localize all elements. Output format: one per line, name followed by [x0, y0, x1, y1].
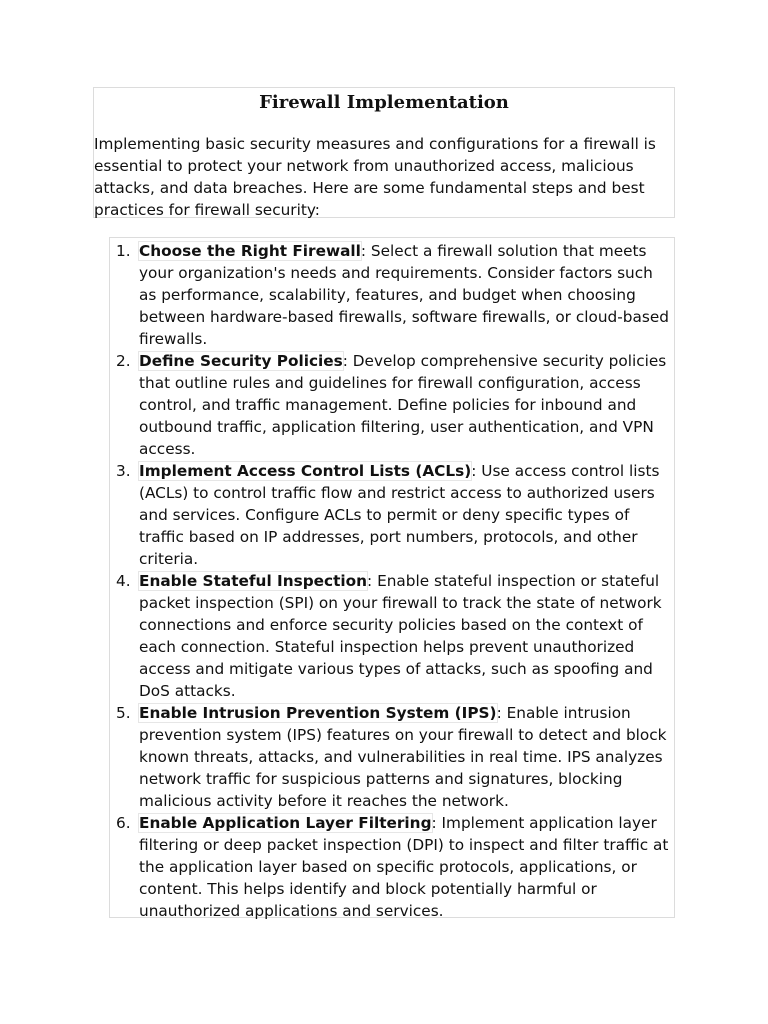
- step-number: 6.: [116, 814, 131, 832]
- step-text: : Select a firewall solution that meets your organization's needs and requirements. Consider factors such as performance, scalability, features, and budget when choosing between hardware-based firewalls, software firewalls, or cloud-based firewalls.: [139, 242, 669, 348]
- step-number: 3.: [116, 462, 131, 480]
- step-number: 2.: [116, 352, 131, 370]
- step-number: 4.: [116, 572, 131, 590]
- step-title: Choose the Right Firewall: [139, 242, 361, 260]
- list-item: [110, 350, 674, 460]
- step-text: : Implement application layer filtering or deep packet inspection (DPI) to inspect and filter traffic at the application layer based on specific protocols, applications, or content. This helps identify and block potentially harmful or unauthorized applications and services.: [139, 814, 669, 920]
- step-title: Enable Intrusion Prevention System (IPS): [139, 704, 497, 722]
- list-item: [110, 460, 674, 570]
- steps-section: [109, 237, 675, 918]
- step-title: Implement Access Control Lists (ACLs): [139, 462, 472, 480]
- steps-list: [110, 240, 674, 922]
- list-item: [110, 240, 674, 350]
- intro-section: [93, 87, 675, 218]
- step-text: : Enable intrusion prevention system (IPS) features on your firewall to detect and block known threats, attacks, and vulnerabilities in real time. IPS analyzes network traffic for suspicious patterns and signatures, blocking malicious activity before it reaches the network.: [139, 704, 667, 810]
- step-title: Enable Stateful Inspection: [139, 572, 368, 590]
- step-number: 1.: [116, 242, 131, 260]
- step-text: : Develop comprehensive security policies that outline rules and guidelines for firewall configuration, access control, and traffic management. Define policies for inbound and outbound traffic, application filtering, user authentication, and VPN access.: [139, 352, 667, 458]
- step-text: : Use access control lists (ACLs) to control traffic flow and restrict access to authorized users and services. Configure ACLs to permit or deny specific types of traffic based on IP addresses, port numbers, protocols, and other criteria.: [139, 462, 660, 568]
- intro-paragraph: Implementing basic security measures and configurations for a firewall is essential to protect your network from unauthorized access, malicious attacks, and data breaches. Here are some fundamental steps and best practices for firewall security:: [94, 135, 656, 219]
- list-item: [110, 570, 674, 702]
- step-title: Enable Application Layer Filtering: [139, 814, 432, 832]
- step-text: : Enable stateful inspection or stateful packet inspection (SPI) on your firewall to track the state of network connections and enforce security policies based on the context of each connection. Stateful inspection helps prevent unauthorized access and mitigate various types of attacks, such as spoofing and DoS attacks.: [139, 572, 662, 700]
- list-item: [110, 702, 674, 812]
- list-item: [110, 812, 674, 922]
- page-title: Firewall Implementation: [259, 92, 509, 113]
- step-number: 5.: [116, 704, 131, 722]
- step-title: Define Security Policies: [139, 352, 343, 370]
